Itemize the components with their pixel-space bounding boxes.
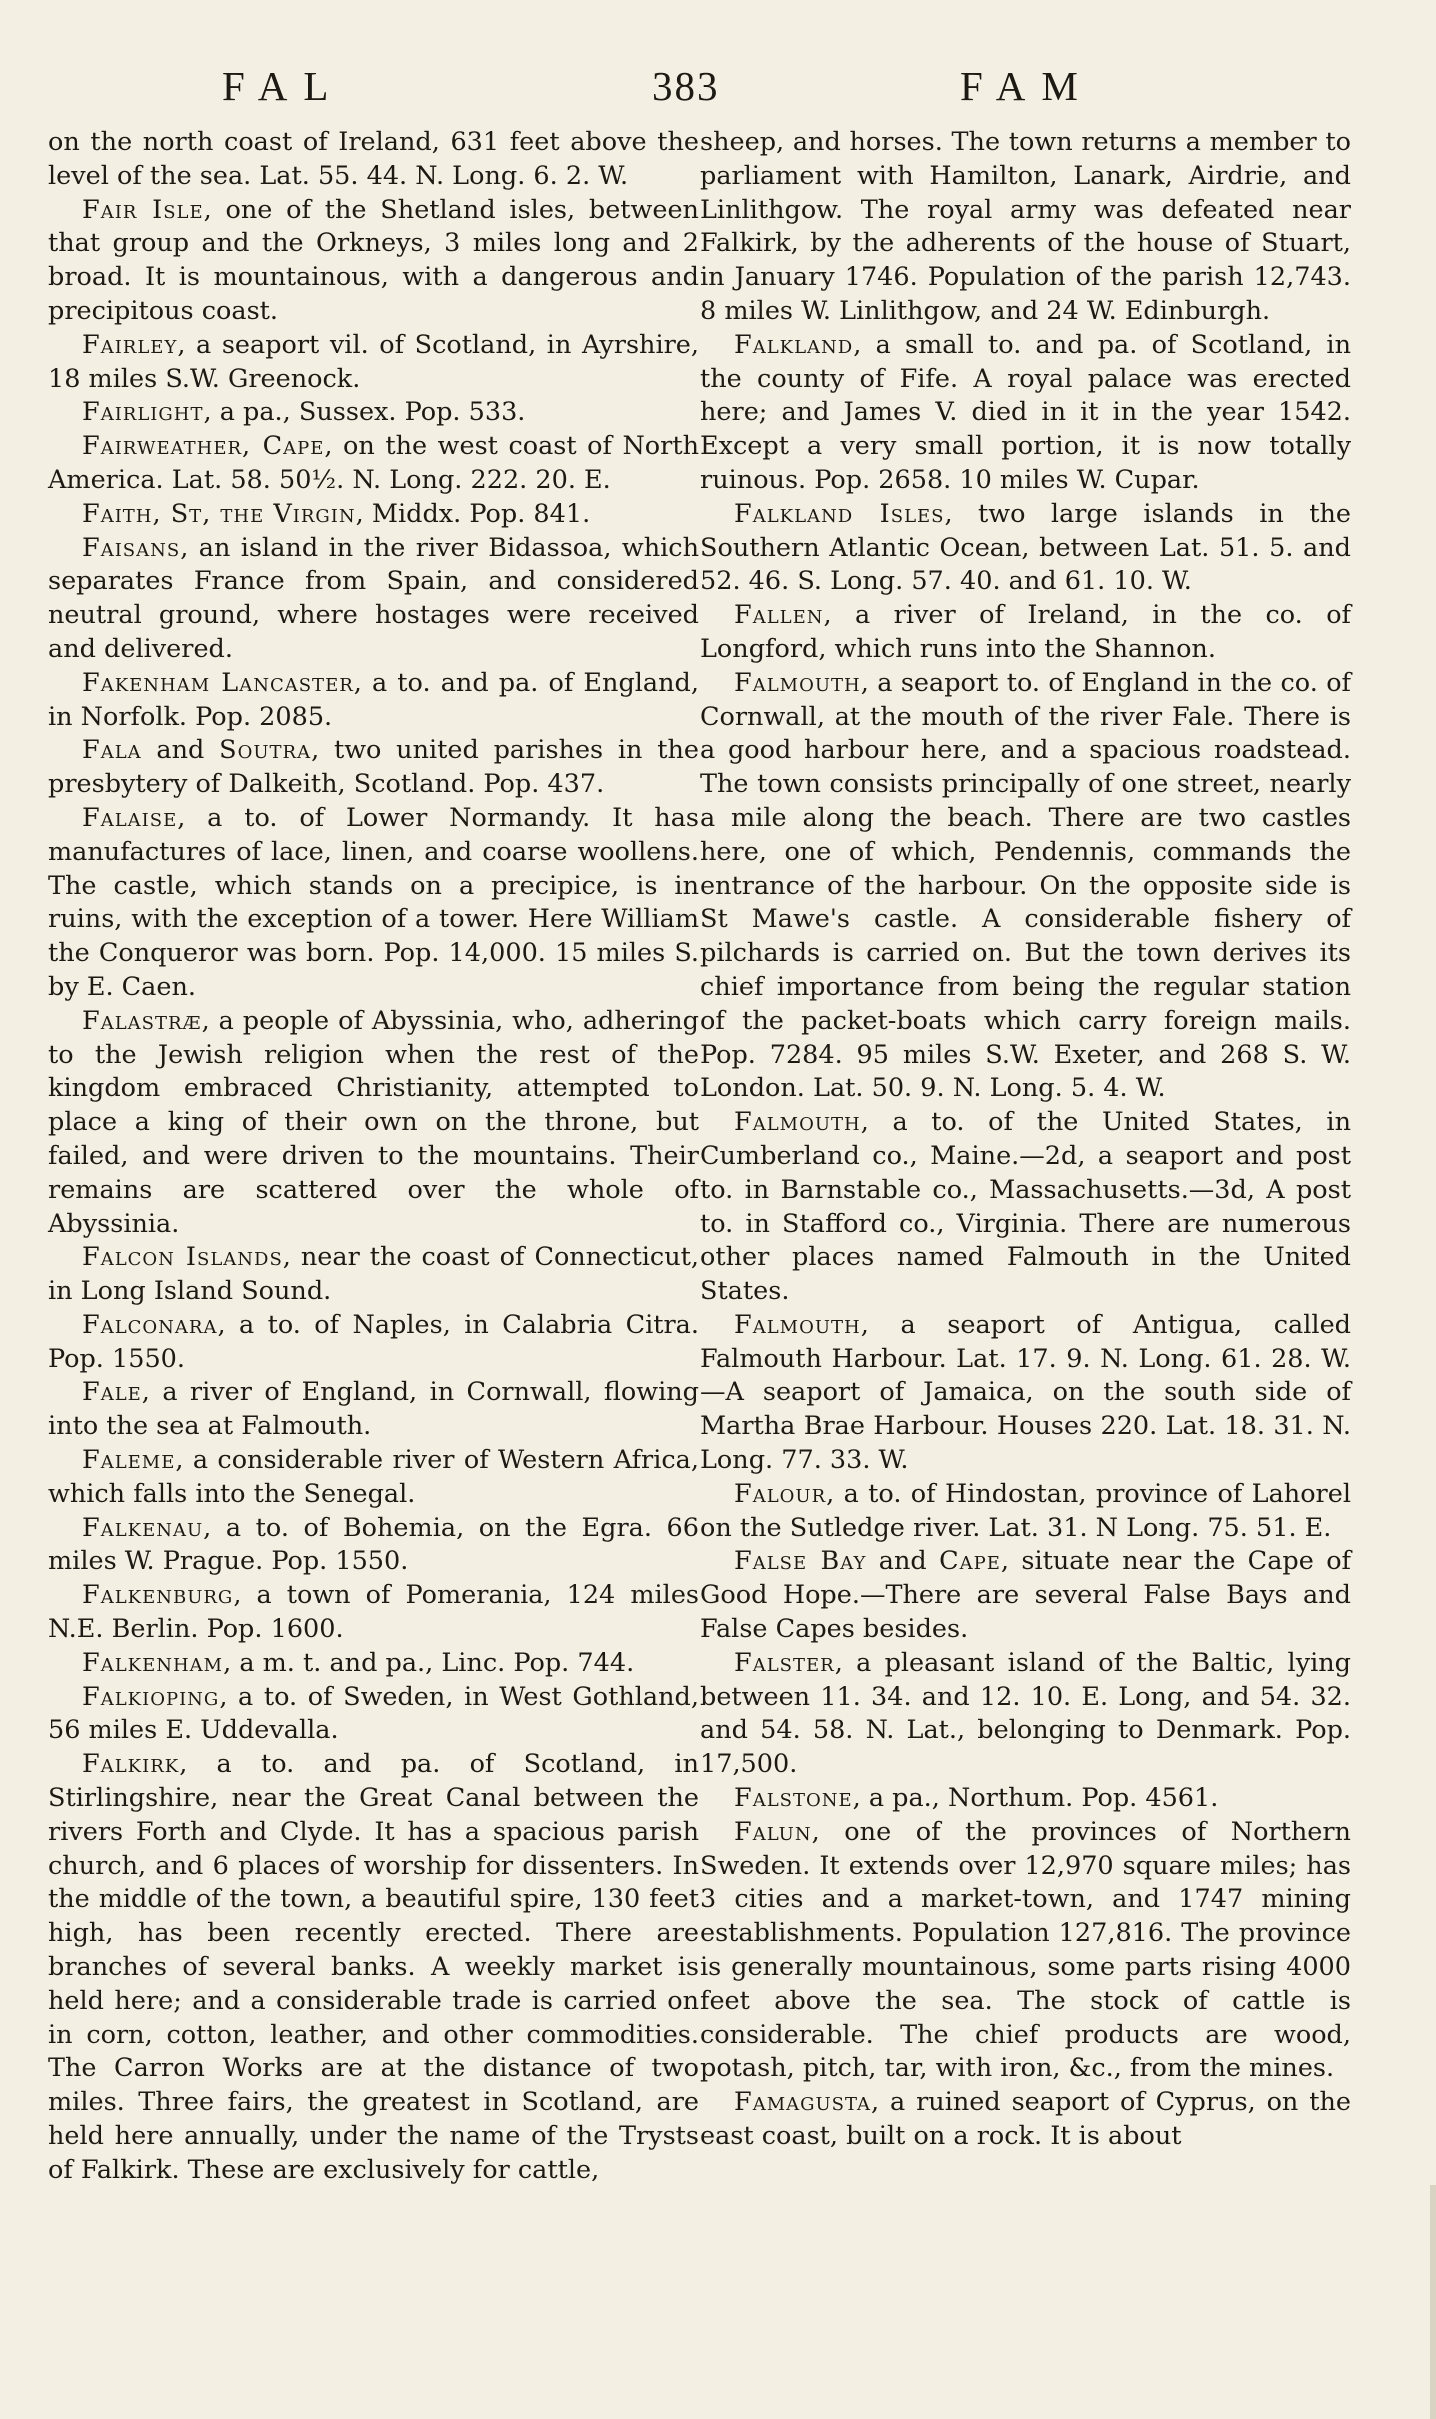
header-right-guideword: FAM bbox=[960, 63, 1094, 109]
entry-text: , a pa., Sussex. Pop. 533. bbox=[203, 397, 526, 428]
gazetteer-entry bbox=[48, 430, 699, 498]
entry-text: , situate near the Cape of Good Hope.—There are several False Bays and False Capes besides. bbox=[700, 1546, 1351, 1645]
page-number: 383 bbox=[652, 63, 720, 109]
entry-text: sheep, and horses. The town returns a member to parliament with Hamilton, Lanark, Airdrie, and Linlithgow. The royal army was defeated near Falkirk, by the adherents of the house of Stuart, in January 1746. Population of the parish 12,743. 8 miles W. Linlithgow, and 24 W. Edinburgh. bbox=[700, 127, 1351, 326]
entry-text: , two united parishes in the presbytery of Dalkeith, Scotland. Pop. 437. bbox=[48, 735, 700, 800]
entry-text: , an island in the river Bidassoa, which separates France from Spain, and considered neutral ground, where hostages were received and delivered. bbox=[48, 532, 699, 664]
headword: Falkirk bbox=[82, 1749, 180, 1780]
gazetteer-entry bbox=[48, 1647, 699, 1681]
headword: Falastræ bbox=[82, 1005, 202, 1036]
gazetteer-entry bbox=[700, 1647, 1351, 1782]
entry-text: , a ruined seaport of Cyprus, on the east coast, built on a rock. It is about bbox=[700, 2087, 1351, 2152]
headword: Falkenham bbox=[82, 1647, 224, 1678]
entry-text: , a seaport of Antigua, called Falmouth Harbour. Lat. 17. 9. N. Long. 61. 28. W.—A seaport of Jamaica, on the south side of Martha Brae Harbour. Houses 220. Lat. 18. 31. N. Long. 77. 33. W. bbox=[700, 1309, 1351, 1476]
entry-text: , a to. of Hindostan, province of Lahorel on the Sutledge river. Lat. 31. N Long. 75. 51. E. bbox=[700, 1478, 1351, 1543]
entry-text: , a to. and pa. of England, in Norfolk. Pop. 2085. bbox=[48, 667, 699, 732]
left-column bbox=[48, 126, 699, 2188]
entry-text: , a small to. and pa. of Scotland, in the county of Fife. A royal palace was erected here; and James V. died in it in the year 1542. Except a very small portion, it is now totally ruinous. Pop. 2658. 10 miles W. Cupar. bbox=[700, 329, 1351, 495]
headword: Falkioping bbox=[82, 1681, 220, 1712]
headword: Falkland bbox=[734, 329, 854, 360]
entry-text: , a to. of Naples, in Calabria Citra. Pop. 1550. bbox=[48, 1309, 699, 1374]
entry-text: , one of the provinces of Northern Sweden. It extends over 12,970 square miles; has 3 cities and a market-town, and 1747 mining establishments. Population 127,816. The province is generally mountainous, some parts rising 4000 feet above the sea. The stock of cattle is considerable. The chief products are wood, potash, pitch, tar, with iron, &c., from the mines. bbox=[700, 1816, 1351, 2084]
entry-text: , a river of Ireland, in the co. of Longford, which runs into the Shannon. bbox=[700, 600, 1351, 664]
gazetteer-entry bbox=[700, 2086, 1351, 2154]
headword: Falaise bbox=[82, 802, 178, 833]
gazetteer-entry bbox=[48, 1309, 699, 1377]
headword: Fale bbox=[82, 1377, 142, 1408]
entry-text: , a people of Abyssinia, who, adhering to the Jewish religion when the rest of the kingdom embraced Christianity, attempted to place a king of their own on the throne, but failed, and were driven to the mountains. Their remains are scattered over the whole of Abyssinia. bbox=[48, 1005, 699, 1239]
running-header bbox=[0, 62, 1436, 122]
headword: Falmouth bbox=[734, 1107, 861, 1138]
entry-text: , near the coast of Connecticut, in Long Island Sound. bbox=[48, 1242, 699, 1307]
entry-text: , a pleasant island of the Baltic, lying between 11. 34. and 12. 10. E. Long, and 54. 32. and 54. 58. N. Lat., belonging to Denmark. Pop. 17,500. bbox=[700, 1647, 1351, 1780]
headword: Fair Isle bbox=[82, 194, 204, 225]
entry-text: , a to. of Sweden, in West Gothland, 56 miles E. Uddevalla. bbox=[48, 1681, 699, 1746]
entry-text: , on the west coast of North America. Lat. 58. 50½. N. Long. 222. 20. E. bbox=[48, 431, 700, 495]
headword: Falkland Isles bbox=[734, 498, 945, 529]
gazetteer-entry bbox=[700, 126, 1351, 329]
gazetteer-entry bbox=[700, 1106, 1351, 1309]
headword: Fairlight bbox=[82, 397, 204, 428]
header-left-guideword: FAL bbox=[222, 63, 345, 109]
entry-text: , a m. t. and pa., Linc. Pop. 744. bbox=[223, 1647, 635, 1678]
gazetteer-entry bbox=[48, 1681, 699, 1749]
headword: Falmouth bbox=[734, 1309, 861, 1340]
gazetteer-entry bbox=[700, 1816, 1351, 2086]
right-column bbox=[700, 126, 1351, 2154]
gazetteer-entry bbox=[700, 329, 1351, 498]
gazetteer-entry bbox=[48, 1005, 699, 1242]
gazetteer-entry bbox=[48, 396, 699, 430]
entry-text: , a to. of the United States, in Cumberland co., Maine.—2d, a seaport and post to. in Barnstable co., Massachusetts.—3d, A post to. in Stafford co., Virginia. There are numerous other places named Falmouth in the United States. bbox=[700, 1107, 1351, 1307]
gazetteer-entry bbox=[48, 126, 699, 194]
headword: Falun bbox=[734, 1816, 812, 1847]
headword: Fallen bbox=[734, 600, 824, 631]
gazetteer-entry bbox=[700, 667, 1351, 1106]
headword: False Bay bbox=[734, 1546, 867, 1577]
headword: Falkenau bbox=[82, 1512, 204, 1543]
headword: Falster bbox=[734, 1647, 835, 1678]
entry-text: , a to. of Bohemia, on the Egra. 66 miles W. Prague. Pop. 1550. bbox=[48, 1512, 699, 1577]
headword: Faith, St, the Virgin bbox=[82, 498, 356, 529]
headword: Fairley bbox=[82, 329, 178, 360]
gazetteer-entry bbox=[700, 1782, 1351, 1816]
headword: Faleme bbox=[82, 1445, 176, 1476]
headword: Falkenburg bbox=[82, 1580, 234, 1611]
headword: Cape bbox=[939, 1546, 1001, 1577]
entry-text: and bbox=[141, 735, 220, 766]
gazetteer-entry bbox=[48, 1579, 699, 1647]
gazetteer-entry bbox=[48, 194, 699, 329]
gazetteer-entry bbox=[48, 1748, 699, 2187]
entry-text: on the north coast of Ireland, 631 feet above the level of the sea. Lat. 55. 44. N. Long. 6. 2. W. bbox=[48, 127, 699, 191]
entry-text: , a considerable river of Western Africa, which falls into the Senegal. bbox=[48, 1445, 699, 1509]
gazetteer-entry bbox=[48, 498, 699, 532]
headword: Soutra bbox=[219, 735, 312, 766]
entry-text: and bbox=[866, 1546, 940, 1577]
entry-text: , two large islands in the Southern Atlantic Ocean, between Lat. 51. 5. and 52. 46. S. Long. 57. 40. and 61. 10. W. bbox=[700, 498, 1351, 597]
entry-text: , Middx. Pop. 841. bbox=[355, 498, 591, 529]
entry-text: , a to. of Lower Normandy. It has manufactures of lace, linen, and coarse woollens. The castle, which stands on a precipice, is in ruins, with the exception of a tower. Here William the Conqueror was born. Pop. 14,000. 15 miles S. by E. Caen. bbox=[48, 802, 699, 1002]
gazetteer-entry bbox=[48, 667, 699, 735]
entry-text: , a seaport to. of England in the co. of Cornwall, at the mouth of the river Fale. There is a good harbour here, and a spacious roadstead. The town consists principally of one street, nearly a mile along the beach. There are two castles here, one of which, Pendennis, commands the entrance of the harbour. On the opposite side is St Mawe's castle. A considerable fishery of pilchards is carried on. But the town derives its chief importance from being the regular station of the packet-boats which carry foreign mails. Pop. 7284. 95 miles S.W. Exeter, and 268 S. W. London. Lat. 50. 9. N. Long. 5. 4. W. bbox=[700, 667, 1351, 1104]
headword: Fakenham Lancaster bbox=[82, 667, 354, 698]
gazetteer-entry bbox=[48, 532, 699, 667]
gazetteer-entry bbox=[48, 1444, 699, 1512]
gazetteer-entry bbox=[700, 1545, 1351, 1646]
entry-text: , a town of Pomerania, 124 miles N.E. Berlin. Pop. 1600. bbox=[48, 1580, 699, 1645]
headword: Faisans bbox=[82, 532, 181, 563]
headword: Fala bbox=[82, 735, 142, 766]
headword: Falour bbox=[734, 1478, 827, 1509]
headword: Falmouth bbox=[734, 667, 861, 698]
gazetteer-entry bbox=[48, 329, 699, 397]
entry-text: , one of the Shetland isles, between that group and the Orkneys, 3 miles long and 2 broad. It is mountainous, with a dangerous and precipitous coast. bbox=[48, 194, 699, 326]
gazetteer-entry bbox=[48, 1241, 699, 1309]
page-edge-shadow bbox=[1430, 2185, 1436, 2419]
entry-text: , a seaport vil. of Scotland, in Ayrshire, 18 miles S.W. Greenock. bbox=[48, 329, 699, 394]
gazetteer-entry bbox=[48, 1512, 699, 1580]
headword: Fairweather, Cape bbox=[82, 431, 325, 462]
gazetteer-entry bbox=[700, 1309, 1351, 1478]
entry-text: , a to. and pa. of Scotland, in Stirlingshire, near the Great Canal between the rivers Forth and Clyde. It has a spacious parish church, and 6 places of worship for dissenters. In the middle of the town, a beautiful spire, 130 feet high, has been recently erected. There are branches of several banks. A weekly market is held here; and a considerable trade is carried on in corn, cotton, leather, and other commodities. The Carron Works are at the distance of two miles. Three fairs, the greatest in Scotland, are held here annually, under the name of the Trysts of Falkirk. These are exclusively for cattle, bbox=[48, 1749, 699, 2185]
entry-text: , a river of England, in Cornwall, flowing into the sea at Falmouth. bbox=[48, 1377, 699, 1442]
gazetteer-entry bbox=[700, 1478, 1351, 1546]
headword: Falcon Islands bbox=[82, 1242, 283, 1273]
headword: Falstone bbox=[734, 1783, 853, 1814]
headword: Famagusta bbox=[734, 2087, 872, 2118]
gazetteer-entry bbox=[48, 1376, 699, 1444]
entry-text: , a pa., Northum. Pop. 4561. bbox=[852, 1783, 1219, 1814]
headword: Falconara bbox=[82, 1309, 218, 1340]
gazetteer-entry bbox=[48, 734, 699, 802]
gazetteer-entry bbox=[700, 498, 1351, 599]
gazetteer-entry bbox=[48, 802, 699, 1005]
gazetteer-entry bbox=[700, 599, 1351, 667]
